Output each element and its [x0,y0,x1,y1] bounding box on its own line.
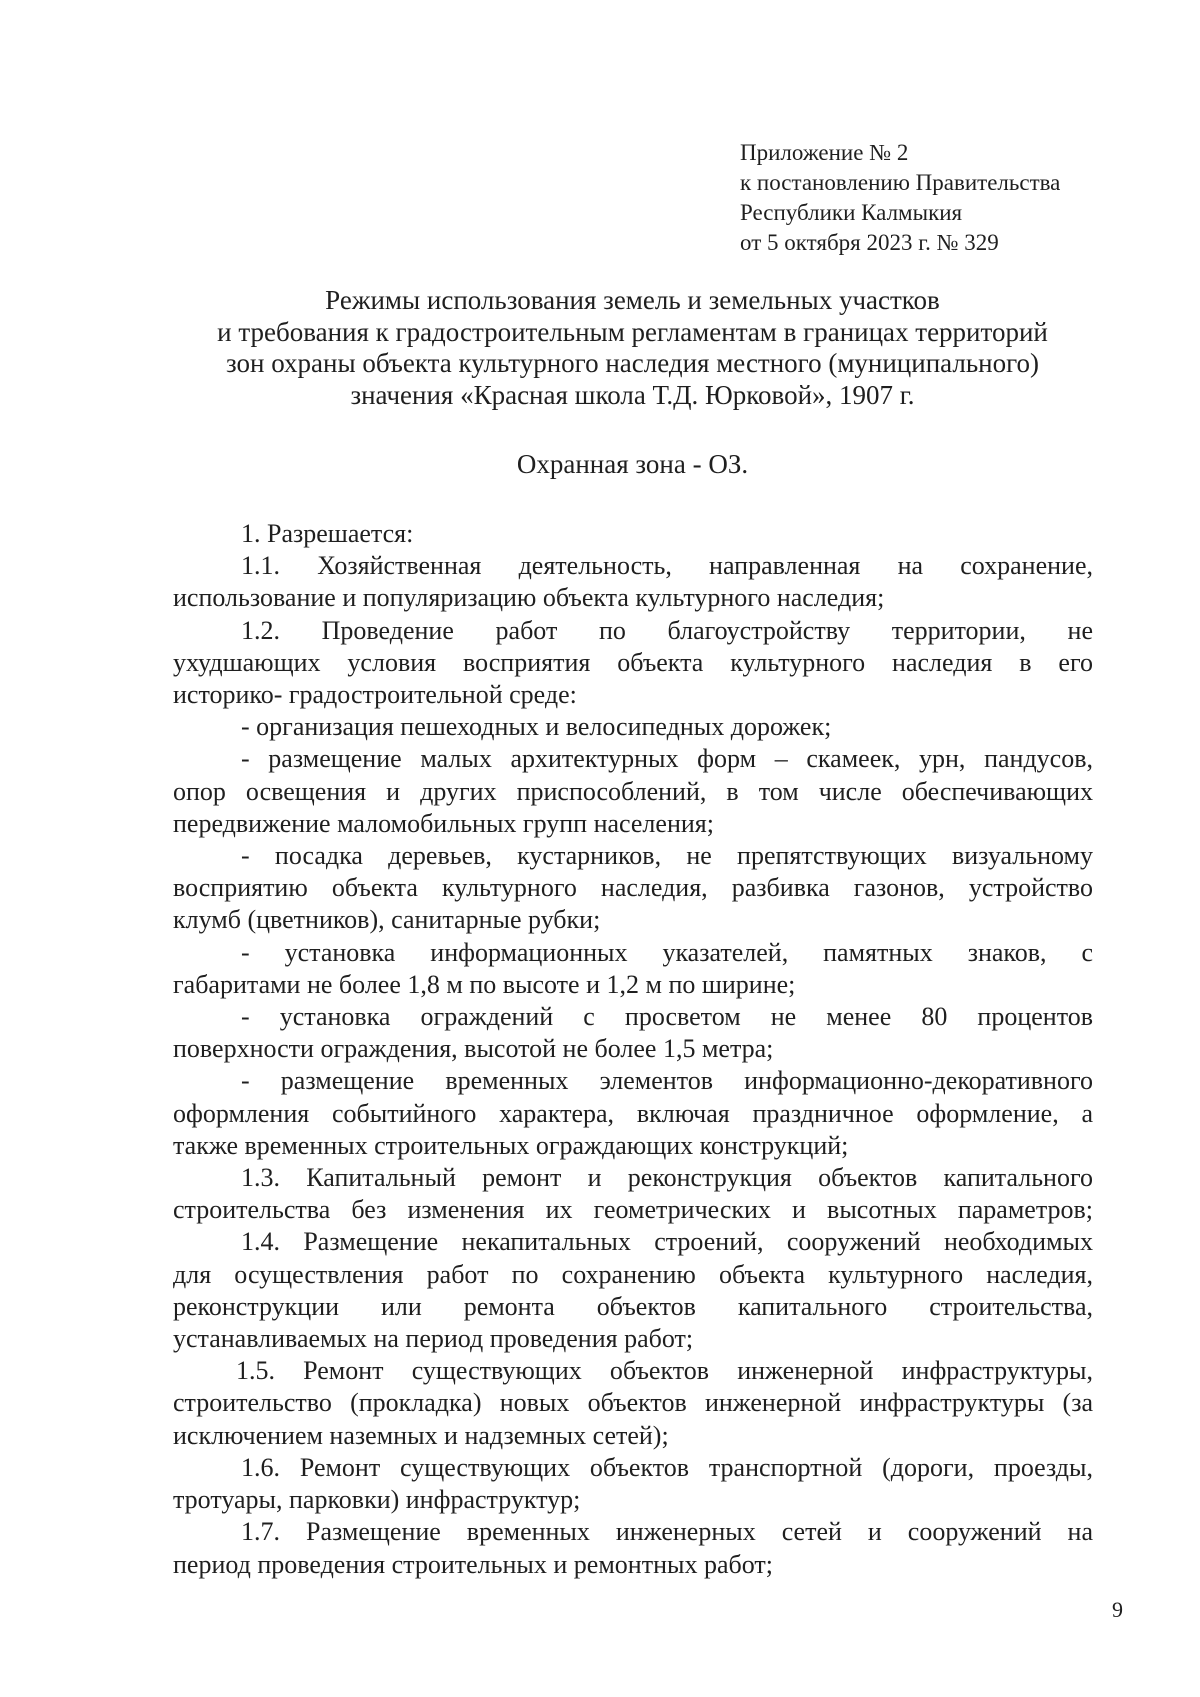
paragraph-line: 1.5. Ремонт существующих объектов инженерной инфраструктуры, [236,1356,1093,1386]
title-line: зон охраны объекта культурного наследия местного (муниципального) [225,348,1040,378]
paragraph-line: ухудшающих условия восприятия объекта культурного наследия в его [173,647,1093,677]
paragraph-line: - размещение временных элементов информационно-декоративного [241,1066,1093,1096]
list-item [173,711,1093,743]
title-line: и требования к градостроительным регламентам в границах территорий [217,316,1048,347]
list-item [173,840,1093,937]
paragraph-line: для осуществления работ по сохранению объекта культурного наследия, [173,1259,1093,1289]
paragraph-line: также временных строительных ограждающих конструкций; [173,1130,849,1160]
paragraph-line: строительства без изменения их геометрических и высотных параметров; [173,1195,1093,1225]
paragraph-1-5 [173,1355,1093,1452]
appendix-block [740,138,1060,258]
paragraph-line: поверхности ограждения, высотой не более 1,5 метра; [173,1034,774,1064]
list-item [173,1065,1093,1162]
paragraph-line: тротуары, парковки) инфраструктур; [173,1485,581,1515]
paragraph-1-6 [173,1452,1093,1516]
paragraph-1-7 [173,1516,1093,1580]
paragraph-line: историко- градостроительной среде: [173,680,577,710]
paragraph-line: 1.7. Размещение временных инженерных сетей и сооружений на [241,1517,1093,1547]
paragraph-line: габаритами не более 1,8 м по высоте и 1,2 м по ширине; [173,969,796,999]
paragraph-line: использование и популяризацию объекта культурного наследия; [173,583,885,613]
paragraph-line: опор освещения и других приспособлений, в том числе обеспечивающих [173,776,1093,806]
list-item [173,743,1093,840]
paragraph-1-2 [173,615,1093,712]
paragraph-line: - организация пешеходных и велосипедных дорожек; [241,712,832,742]
list-item [173,937,1093,1001]
list-item [173,1001,1093,1065]
paragraph-line: восприятию объекта культурного наследия, разбивка газонов, устройство [173,873,1093,903]
paragraph-line: исключением наземных и надземных сетей); [173,1420,669,1450]
page-number: 9 [1112,1597,1123,1622]
title-line: значения «Красная школа Т.Д. Юрковой», 1907 г. [350,379,915,410]
section-heading-text: 1. Разрешается: [241,519,414,548]
paragraph-line: период проведения строительных и ремонтных работ; [173,1549,773,1579]
paragraph-line: клумб (цветников), санитарные рубки; [173,905,601,935]
paragraph-line: - посадка деревьев, кустарников, не препятствующих визуальному [241,841,1093,871]
paragraph-line: 1.4. Размещение некапитальных строений, сооружений необходимых [241,1227,1093,1257]
paragraph-line: 1.1. Хозяйственная деятельность, направленная на сохранение, [241,551,1093,581]
zone-heading: Охранная зона - ОЗ. [516,449,749,479]
paragraph-line: 1.2. Проведение работ по благоустройству территории, не [241,615,1093,645]
paragraph-line: - установка информационных указателей, памятных знаков, с [241,937,1093,967]
paragraph-1-3 [173,1162,1093,1226]
paragraph-1-1 [173,550,1093,614]
document-body [173,518,1093,1581]
appendix-date: от 5 октября 2023 г. № 329 [740,230,999,255]
appendix-resolution: к постановлению Правительства [740,170,1061,195]
paragraph-1-4 [173,1226,1093,1355]
appendix-number: Приложение № 2 [740,140,909,165]
paragraph-line: - установка ограждений с просветом не менее 80 процентов [241,1002,1093,1032]
paragraph-line: 1.3. Капитальный ремонт и реконструкция объектов капитального [241,1163,1093,1193]
paragraph-line: - размещение малых архитектурных форм – скамеек, урн, пандусов, [241,744,1093,774]
paragraph-line: оформления событийного характера, включая праздничное оформление, а [173,1098,1093,1128]
paragraph-line: 1.6. Ремонт существующих объектов транспортной (дороги, проезды, [241,1452,1093,1482]
document-title [170,285,1095,411]
appendix-republic: Республики Калмыкия [740,200,963,225]
title-line: Режимы использования земель и земельных участков [325,285,940,315]
paragraph-line: строительство (прокладка) новых объектов инженерной инфраструктуры (за [173,1388,1093,1418]
section-heading [173,518,1093,550]
paragraph-line: передвижение маломобильных групп населения; [173,808,714,838]
paragraph-line: реконструкции или ремонта объектов капитального строительства, [173,1291,1093,1321]
paragraph-line: устанавливаемых на период проведения работ; [173,1324,694,1354]
